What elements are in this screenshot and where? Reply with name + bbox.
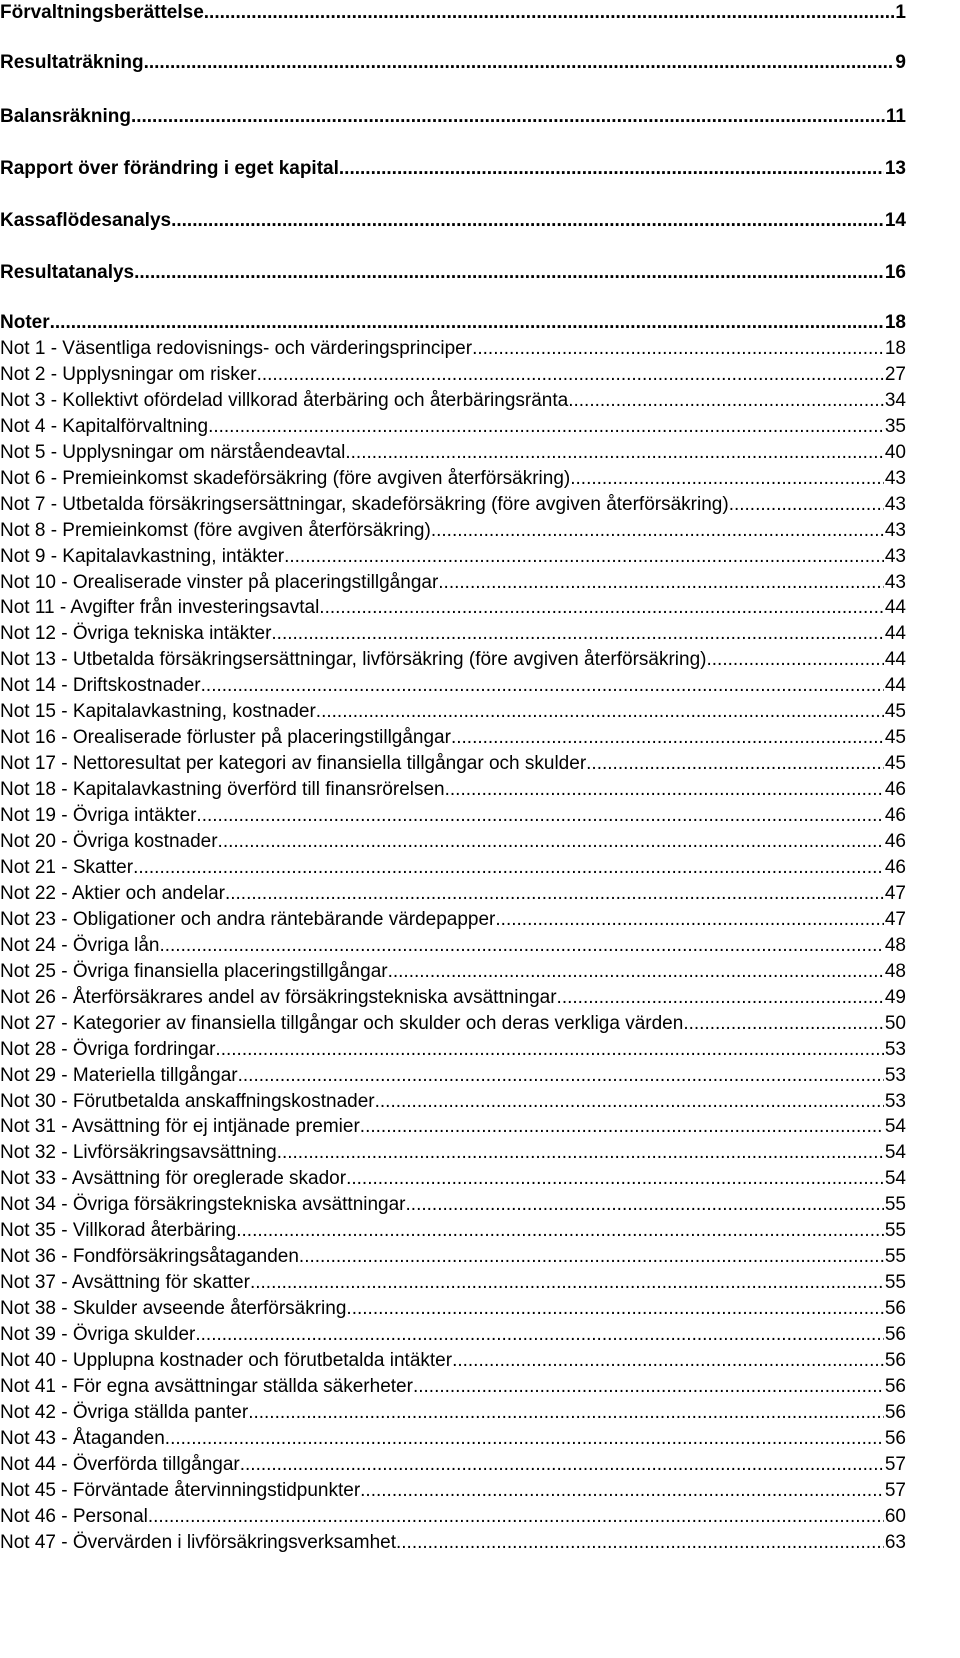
toc-entry-label: Not 40 - Upplupna kostnader och förutbetalda intäkter	[0, 1350, 453, 1371]
toc-entry[interactable]	[0, 1140, 906, 1166]
toc-entry-page-number: 45	[884, 727, 906, 749]
toc-entry[interactable]	[0, 414, 906, 440]
toc-entry-page-number: 60	[884, 1505, 906, 1527]
toc-entry[interactable]	[0, 1244, 906, 1270]
toc-entry[interactable]	[0, 1011, 906, 1037]
toc-leader-dots	[284, 544, 884, 570]
toc-entry[interactable]	[0, 388, 906, 414]
toc-entry[interactable]	[0, 855, 906, 881]
toc-leader-dots	[452, 1348, 884, 1374]
toc-entry-label: Not 14 - Driftskostnader	[0, 675, 201, 697]
toc-entry-label: Not 43 - Åtaganden	[0, 1427, 165, 1449]
toc-entry[interactable]	[0, 829, 906, 855]
toc-leader-dots	[133, 855, 884, 881]
toc-leader-dots	[240, 1452, 884, 1478]
toc-entry-label: Not 22 - Aktier och andelar	[0, 882, 225, 904]
toc-entry-label: Not 3 - Kollektivt ofördelad villkorad återbäring och återbäringsränta	[0, 389, 569, 411]
toc-entry-label: Not 1 - Väsentliga redovisnings- och värderingsprinciper	[0, 337, 473, 359]
toc-leader-dots	[316, 699, 884, 725]
toc-leader-dots	[729, 492, 884, 518]
toc-leader-dots	[472, 336, 884, 362]
toc-entry-page-number: 34	[884, 389, 906, 411]
toc-entry-page-number: 53	[884, 1038, 906, 1060]
toc-entry-page-number: 47	[884, 908, 906, 930]
toc-entry-page-number: 63	[884, 1531, 906, 1553]
toc-entry-label: Not 18 - Kapitalavkastning överförd till finansrörelsen	[0, 779, 445, 801]
toc-entry-page-number: 43	[884, 571, 906, 593]
toc-entry-page-number: 49	[884, 986, 906, 1008]
toc-leader-dots	[557, 985, 884, 1011]
toc-leader-dots	[236, 1218, 884, 1244]
toc-entry-page-number: 16	[884, 262, 906, 283]
toc-leader-dots	[131, 102, 885, 132]
toc-leader-dots	[319, 595, 884, 621]
toc-entry-page-number: 46	[884, 805, 906, 827]
toc-entry[interactable]	[0, 258, 906, 288]
toc-entry-label: Not 47 - Övervärden i livförsäkringsverksamhet	[0, 1531, 396, 1553]
toc-entry[interactable]	[0, 1374, 906, 1400]
toc-entry-label: Not 39 - Övriga skulder	[0, 1324, 196, 1346]
toc-leader-dots	[250, 1270, 884, 1296]
toc-entry-page-number: 54	[884, 1168, 906, 1190]
toc-entry[interactable]	[0, 751, 906, 777]
toc-leader-dots	[345, 440, 884, 466]
toc-entry-label: Resultatanalys	[0, 262, 135, 283]
toc-entry[interactable]	[0, 48, 906, 78]
toc-entry[interactable]	[0, 725, 906, 751]
toc-entry-label: Not 6 - Premieinkomst skadeförsäkring (före avgiven återförsäkring)	[0, 467, 571, 489]
toc-entry[interactable]	[0, 1270, 906, 1296]
toc-entry-label: Not 42 - Övriga ställda panter	[0, 1401, 249, 1423]
toc-entry[interactable]	[0, 777, 906, 803]
toc-entry-label: Not 44 - Överförda tillgångar	[0, 1453, 240, 1475]
toc-leader-dots	[165, 1426, 884, 1452]
toc-leader-dots	[568, 388, 884, 414]
toc-entry[interactable]	[0, 881, 906, 907]
toc-entry-page-number: 44	[884, 623, 906, 645]
toc-entry[interactable]	[0, 1504, 906, 1530]
toc-leader-dots	[159, 933, 883, 959]
toc-entry[interactable]	[0, 1426, 906, 1452]
toc-entry-page-number: 54	[884, 1142, 906, 1164]
toc-entry-label: Not 16 - Orealiserade förluster på placeringstillgångar	[0, 727, 451, 749]
toc-leader-dots	[257, 362, 884, 388]
toc-leader-dots	[413, 1374, 884, 1400]
toc-leader-dots	[346, 1166, 884, 1192]
toc-entry-label: Not 46 - Personal	[0, 1505, 148, 1527]
toc-entry[interactable]	[0, 466, 906, 492]
toc-entry[interactable]	[0, 102, 906, 132]
toc-leader-dots	[195, 1322, 884, 1348]
toc-entry-page-number: 48	[884, 960, 906, 982]
toc-entry[interactable]	[0, 1400, 906, 1426]
toc-leader-dots	[406, 1192, 884, 1218]
toc-entry-label: Not 17 - Nettoresultat per kategori av finansiella tillgångar och skulder	[0, 753, 587, 775]
toc-leader-dots	[431, 518, 884, 544]
toc-entry-page-number: 18	[884, 312, 906, 333]
toc-leader-dots	[339, 154, 884, 184]
toc-entry-label: Not 24 - Övriga lån	[0, 934, 160, 956]
toc-entry[interactable]	[0, 985, 906, 1011]
toc-entry-page-number: 27	[884, 363, 906, 385]
toc-entry-page-number: 46	[884, 779, 906, 801]
toc-leader-dots	[238, 1063, 884, 1089]
toc-entry[interactable]	[0, 570, 906, 596]
toc-leader-dots	[148, 1504, 884, 1530]
toc-entry-label: Not 25 - Övriga finansiella placeringstillgångar	[0, 960, 388, 982]
toc-entry[interactable]	[0, 933, 906, 959]
toc-entry-page-number: 1	[895, 2, 906, 23]
toc-entry[interactable]	[0, 1037, 906, 1063]
toc-entry[interactable]	[0, 154, 906, 184]
toc-leader-dots	[271, 621, 883, 647]
toc-leader-dots	[346, 1296, 883, 1322]
toc-entry-label: Not 28 - Övriga fordringar	[0, 1038, 216, 1060]
toc-entry[interactable]	[0, 595, 906, 621]
toc-entry-page-number: 56	[884, 1427, 906, 1449]
toc-entry-label: Not 2 - Upplysningar om risker	[0, 363, 257, 385]
toc-entry-page-number: 13	[884, 158, 906, 179]
toc-leader-dots	[683, 1011, 884, 1037]
toc-leader-dots	[570, 466, 884, 492]
toc-entry-label: Not 30 - Förutbetalda anskaffningskostnader	[0, 1090, 375, 1112]
toc-entry[interactable]	[0, 907, 906, 933]
toc-entry-label: Rapport över förändring i eget kapital	[0, 158, 339, 179]
toc-entry-label: Not 35 - Villkorad återbäring	[0, 1220, 237, 1242]
toc-entry-page-number: 46	[884, 856, 906, 878]
toc-entry-page-number: 43	[884, 493, 906, 515]
toc-entry-page-number: 56	[884, 1350, 906, 1371]
toc-entry-page-number: 9	[895, 52, 906, 73]
toc-entry[interactable]	[0, 308, 906, 338]
toc-leader-dots	[396, 1530, 884, 1556]
toc-leader-dots	[438, 570, 884, 596]
toc-entry-label: Noter	[0, 312, 50, 333]
toc-entry-page-number: 45	[884, 701, 906, 723]
toc-entry[interactable]	[0, 673, 906, 699]
toc-entry-page-number: 44	[884, 597, 906, 619]
toc-entry-page-number: 40	[884, 441, 906, 463]
toc-entry[interactable]	[0, 621, 906, 647]
toc-entry-label: Not 34 - Övriga försäkringstekniska avsättningar	[0, 1194, 406, 1216]
toc-entry-label: Not 45 - Förväntade återvinningstidpunkter	[0, 1479, 361, 1501]
toc-entry-page-number: 18	[884, 337, 906, 359]
toc-entry-label: Resultaträkning	[0, 52, 144, 73]
toc-entry-page-number: 56	[884, 1298, 906, 1320]
toc-entry-label: Not 26 - Återförsäkrares andel av försäkringstekniska avsättningar	[0, 986, 557, 1008]
toc-leader-dots	[208, 414, 884, 440]
toc-leader-dots	[201, 673, 884, 699]
toc-leader-dots	[375, 1089, 884, 1115]
toc-entry-label: Not 19 - Övriga intäkter	[0, 805, 197, 827]
toc-leader-dots	[707, 647, 884, 673]
toc-entry-label: Not 20 - Övriga kostnader	[0, 831, 218, 852]
toc-entry-label: Not 37 - Avsättning för skatter	[0, 1272, 250, 1294]
toc-entry-page-number: 54	[884, 1116, 906, 1138]
toc-leader-dots	[134, 258, 884, 288]
toc-entry[interactable]	[0, 0, 906, 28]
toc-leader-dots	[586, 751, 884, 777]
toc-entry-label: Not 38 - Skulder avseende återförsäkring	[0, 1298, 347, 1320]
toc-leader-dots	[196, 803, 883, 829]
toc-entry-page-number: 57	[884, 1479, 906, 1501]
toc-entry-label: Not 36 - Fondförsäkringsåtaganden	[0, 1246, 299, 1268]
toc-entry-page-number: 44	[884, 649, 906, 671]
toc-entry[interactable]	[0, 1452, 906, 1478]
toc-entry[interactable]	[0, 206, 906, 236]
toc-entry-page-number: 55	[884, 1220, 906, 1242]
toc-leader-dots	[360, 1478, 884, 1504]
toc-entry-page-number: 56	[884, 1375, 906, 1397]
toc-entry[interactable]	[0, 492, 906, 518]
toc-entry-page-number: 48	[884, 934, 906, 956]
toc-entry[interactable]	[0, 1114, 906, 1140]
toc-entry-page-number: 45	[884, 753, 906, 775]
toc-leader-dots	[248, 1400, 884, 1426]
toc-entry[interactable]	[0, 1063, 906, 1089]
toc-entry[interactable]	[0, 1478, 906, 1504]
toc-entry-page-number: 53	[884, 1090, 906, 1112]
toc-leader-dots	[225, 881, 884, 907]
toc-entry-label: Not 23 - Obligationer och andra räntebärande värdepapper	[0, 908, 496, 930]
toc-entry-page-number: 43	[884, 519, 906, 541]
toc-entry[interactable]	[0, 803, 906, 829]
toc-entry-page-number: 46	[884, 831, 906, 852]
toc-entry-page-number: 56	[884, 1401, 906, 1423]
toc-entry-label: Not 33 - Avsättning för oreglerade skador	[0, 1168, 347, 1190]
toc-entry[interactable]	[0, 1218, 906, 1244]
toc-entry[interactable]	[0, 336, 906, 362]
toc-entry[interactable]	[0, 544, 906, 570]
toc-entry-label: Balansräkning	[0, 106, 131, 127]
toc-entry-page-number: 55	[884, 1246, 906, 1268]
toc-entry-page-number: 35	[884, 415, 906, 437]
toc-entry-page-number: 56	[884, 1324, 906, 1346]
toc-entry[interactable]	[0, 1192, 906, 1218]
toc-entry-page-number: 44	[884, 675, 906, 697]
toc-leader-dots	[50, 308, 884, 338]
toc-leader-dots	[204, 0, 895, 28]
toc-leader-dots	[388, 959, 884, 985]
toc-leader-dots	[445, 777, 884, 803]
toc-entry-page-number: 47	[884, 882, 906, 904]
toc-entry-page-number: 43	[884, 545, 906, 567]
toc-leader-dots	[451, 725, 884, 751]
toc-entry[interactable]	[0, 1089, 906, 1115]
toc-entry-page-number: 50	[884, 1012, 906, 1034]
toc-entry-label: Not 8 - Premieinkomst (före avgiven återförsäkring)	[0, 519, 431, 541]
toc-entry[interactable]	[0, 1166, 906, 1192]
toc-entry[interactable]	[0, 440, 906, 466]
toc-entry-page-number: 11	[885, 106, 906, 127]
toc-entry-label: Not 32 - Livförsäkringsavsättning	[0, 1142, 277, 1164]
toc-entry[interactable]	[0, 1322, 906, 1348]
toc-entry-page-number: 55	[884, 1272, 906, 1294]
toc-leader-dots	[215, 1037, 883, 1063]
toc-entry-label: Not 41 - För egna avsättningar ställda säkerheter	[0, 1375, 413, 1397]
toc-entry[interactable]	[0, 647, 906, 673]
toc-leader-dots	[218, 829, 884, 855]
toc-entry-label: Not 10 - Orealiserade vinster på placeringstillgångar	[0, 571, 439, 593]
toc-entry[interactable]	[0, 1348, 906, 1374]
toc-entry-label: Not 4 - Kapitalförvaltning	[0, 415, 209, 437]
toc-leader-dots	[277, 1140, 884, 1166]
toc-entry-label: Not 21 - Skatter	[0, 856, 134, 878]
toc-entry-label: Förvaltningsberättelse	[0, 2, 204, 23]
toc-leader-dots	[171, 206, 884, 236]
toc-entry[interactable]	[0, 518, 906, 544]
toc-entry-page-number: 53	[884, 1064, 906, 1086]
toc-entry[interactable]	[0, 959, 906, 985]
toc-entry-page-number: 14	[884, 210, 906, 231]
toc-entry-label: Not 29 - Materiella tillgångar	[0, 1064, 238, 1086]
toc-entry-label: Not 11 - Avgifter från investeringsavtal	[0, 597, 320, 619]
toc-entry[interactable]	[0, 362, 906, 388]
toc-entry-label: Not 13 - Utbetalda försäkringsersättningar, livförsäkring (före avgiven återförsäkring)	[0, 649, 707, 671]
toc-entry-page-number: 55	[884, 1194, 906, 1216]
toc-entry-label: Not 5 - Upplysningar om närståendeavtal	[0, 441, 346, 463]
toc-leader-dots	[360, 1114, 884, 1140]
toc-entry[interactable]	[0, 1530, 906, 1556]
toc-entry-page-number: 57	[884, 1453, 906, 1475]
toc-leader-dots	[299, 1244, 884, 1270]
toc-entry-label: Not 31 - Avsättning för ej intjänade premier	[0, 1116, 360, 1138]
toc-entry[interactable]	[0, 1296, 906, 1322]
toc-leader-dots	[144, 48, 895, 78]
toc-entry-label: Not 27 - Kategorier av finansiella tillgångar och skulder och deras verkliga värden	[0, 1012, 684, 1034]
toc-entry[interactable]	[0, 699, 906, 725]
toc-entry-label: Not 7 - Utbetalda försäkringsersättningar, skadeförsäkring (före avgiven återförsäkring)	[0, 493, 729, 515]
toc-entry-label: Not 9 - Kapitalavkastning, intäkter	[0, 545, 285, 567]
toc-entry-label: Kassaflödesanalys	[0, 210, 172, 231]
toc-entry-label: Not 12 - Övriga tekniska intäkter	[0, 623, 272, 645]
toc-entry-page-number: 43	[884, 467, 906, 489]
toc-entry-label: Not 15 - Kapitalavkastning, kostnader	[0, 701, 316, 723]
toc-leader-dots	[495, 907, 883, 933]
